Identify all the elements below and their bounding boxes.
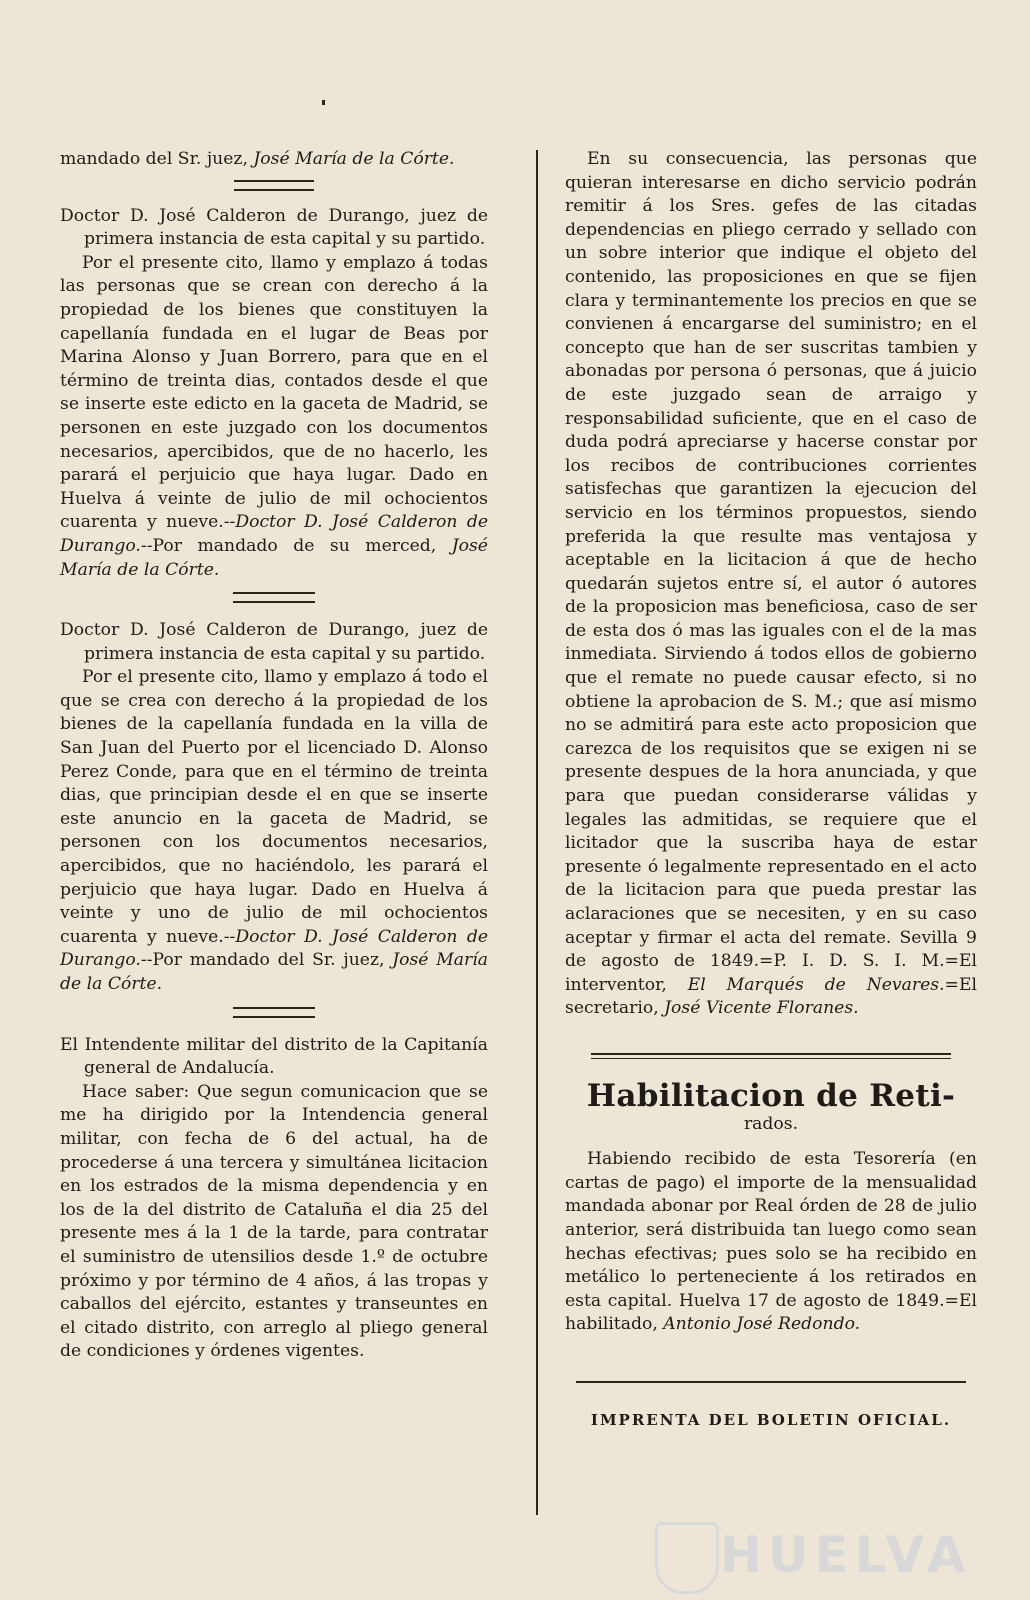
continuation-signature-secretary: José Vicente Floranes. [664,998,859,1019]
watermark-crest-icon [655,1522,719,1594]
continuation-signature-mid: =El secretario, [565,974,977,1019]
notice2-signature-judge: Doctor D. José Calderon de Durango. [60,926,488,971]
right-column [565,148,977,1433]
separator [234,180,314,191]
notice1-signature-mid: --Por mandado de su merced, [140,535,437,556]
section-title-continuation: rados. [743,1113,799,1134]
fold-mark [322,100,325,105]
imprint: IMPRENTA DEL BOLETIN OFICIAL. [590,1410,952,1429]
intro-signature: José María de la Córte. [253,149,455,169]
column-divider [536,150,538,1515]
section-rule [591,1053,951,1059]
notice2-signature-mid: --Por mandado del Sr. juez, [140,950,385,971]
notice3-heading: El Intendente militar del distrito de la Capitanía general de Andalucía. [60,1034,488,1079]
footer-rule [576,1381,966,1383]
notice2-signature-clerk: José María de la Córte. [60,950,488,994]
notice1-signature-clerk: José María de la Córte. [60,535,488,580]
section-body [565,1148,977,1337]
notice3-body: Hace saber: Que segun comunicacion que se me ha dirigido por la Intendencia general militar, con fecha de 6 del actual, ha de procederse á una tercera y simultánea licitacion en los estrados de la misma dependencia y en los de la del distrito de Cataluña el dia 25 del presente mes á la 1 de la tarde, para contratar el suministro de utensilios desde 1.º de octubre próximo y por término de 4 años, á las tropas y caballos del ejército, estantes y transeuntes en el citado distrito, con arreglo al pliego general de condiciones y órdenes vigentes. [60,1081,488,1362]
separator [233,592,315,603]
separator [233,1007,315,1018]
notice2-heading: Doctor D. José Calderon de Durango, juez de primera instancia de esta capital y su partido. [60,620,488,664]
notice1-body [60,252,488,582]
intro-text: mandado del Sr. juez, [60,149,248,169]
watermark: HUELVA [720,1526,972,1584]
notice2-text: Por el presente cito, llamo y emplazo á todo el que se crea con derecho á la propiedad de los bienes de la capellanía fundada en la villa de San Juan del Puerto por el licenciado D. Alonso Perez Conde, para que en el término de treinta dias, que principian desde el en que se inserte este anuncio en la gaceta de Madrid, se personen con los documentos necesarios, apercibidos, que no haciéndolo, les parará el perjuicio que haya lugar. Dado en Huelva á veinte y uno de julio de mil ochocientos cuarenta y nueve.-- [60,667,488,947]
intro-line [60,148,488,172]
notice1-signature-judge: Doctor D. José Calderon de Durango. [60,512,488,556]
left-column [60,148,488,1364]
section-title: Habilitacion de Reti- [586,1077,956,1114]
notice2-body [60,666,488,996]
notice1-heading: Doctor D. José Calderon de Durango, juez de primera instancia de esta capital y su partido. [60,205,488,250]
section-body-text: Habiendo recibido de esta Tesorería (en cartas de pago) el importe de la mensualidad mandada abonar por Real órden de 28 de julio anterior, será distribuida tan luego como sean hechas efectivas; pues solo se ha recibido en metálico lo perteneciente á los retirados en esta capital. Huelva 17 de agosto de 1849.=El habilitado, [565,1149,977,1335]
continuation-signature-interventor: El Marqués de Nevares. [687,974,945,995]
notice1-text: Por el presente cito, llamo y emplazo á todas las personas que se crean con derecho á la propiedad de los bienes que constituyen la capellanía fundada en el lugar de Beas por Marina Alonso y Juan Borrero, para que en el término de treinta dias, contados desde el que se inserte este edicto en la gaceta de Madrid, se personen en este juzgado con los documentos necesarios, apercibidos, que de no hacerlo, les parará el perjuicio que haya lugar. Dado en Huelva á veinte de julio de mil ochocientos cuarenta y nueve.-- [60,252,488,533]
section-signature: Antonio José Redondo. [663,1314,861,1335]
continuation-text: En su consecuencia, las personas que quieran interesarse en dicho servicio podrán remitir á los Sres. gefes de las citadas dependencias en pliego cerrado y sellado con un sobre interior que indique el objeto del contenido, las proposiciones en que se fijen clara y terminantemente los precios en que se convienen á encargarse del suministro; en el concepto que han de ser suscritas tambien y abonadas por persona ó personas, que á juicio de este juzgado sean de arraigo y responsabilidad suficiente, que en el caso de duda podrá apreciarse y hacerse constar por los recibos de contribuciones corrientes satisfechas que garantizen la ejecucion del servicio en los términos propuestos, siendo preferida la que resulte mas ventajosa y aceptable en la licitacion á que de hecho quedarán sujetos entre sí, el autor ó autores de la proposicion mas beneficiosa, caso de ser de esta dos ó mas las iguales con el de la mas inmediata. Sirviendo á todos ellos de gobierno que el remate no puede causar efecto, si no obtiene la aprobacion de S. M.; que así mismo no se admitirá para este acto proposicion que carezca de los requisitos que se exigen ni se presente despues de la hora anunciada, y que para que puedan considerarse válidas y legales las admitidas, se requiere que el licitador que la suscriba haya de estar presente ó legalmente representado en el acto de la licitacion para que pueda prestar las aclaraciones que se necesiten, y en su caso aceptar y firmar el acta del remate. Sevilla 9 de agosto de 1849.=P. I. D. S. I. M.=El interventor, [565,149,977,995]
notice3-continuation [565,148,977,1021]
